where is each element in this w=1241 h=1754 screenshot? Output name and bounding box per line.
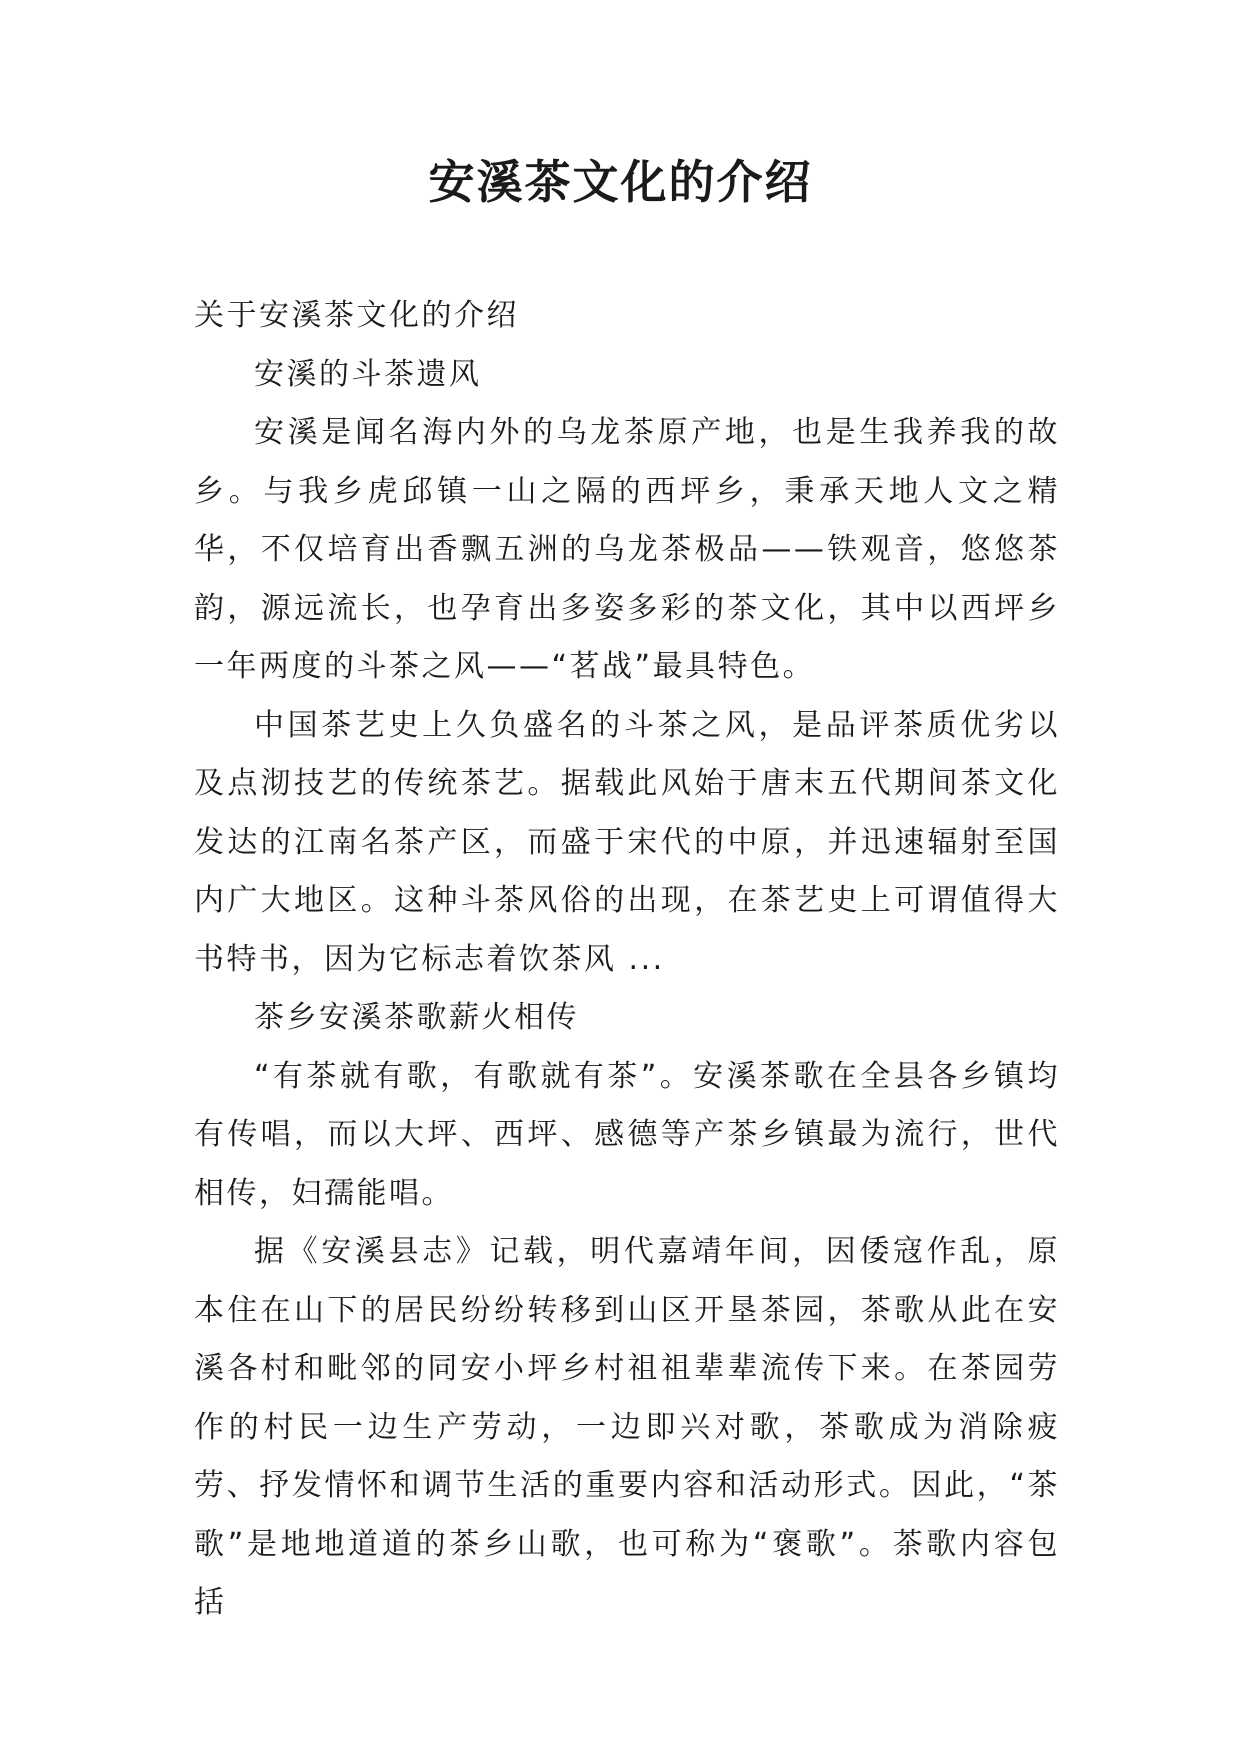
- section-heading-tea-songs: 茶乡安溪茶歌薪火相传: [254, 1000, 579, 1035]
- paragraph: 据《安溪县志》记载，明代嘉靖年间，因倭寇作乱，原本住在山下的居民纷纷转移到山区开垦茶园，茶歌从此在安溪各村和毗邻的同安小坪乡村祖祖辈辈流传下来。在茶园劳作的村民一边生产劳动，一边即兴对歌，茶歌成为消除疲劳、抒发情怀和调节生活的重要内容和活动形式。因此，“茶歌”是地地道道的茶乡山歌，也可称为“褒歌”。茶歌内容包括: [194, 1234, 1060, 1620]
- paragraph: “有茶就有歌，有歌就有茶”。安溪茶歌在全县各乡镇均有传唱，而以大坪、西坪、感德等产茶乡镇最为流行，世代相传，妇孺能唱。: [194, 1058, 1060, 1211]
- paragraph-subtitle: 关于安溪茶文化的介绍: [194, 298, 519, 333]
- document-title: 安溪茶文化的介绍: [428, 155, 813, 209]
- section-heading-tea-contest: 安溪的斗茶遗风: [254, 356, 482, 392]
- paragraph: 中国茶艺史上久负盛名的斗茶之风，是品评茶质优劣以及点沏技艺的传统茶艺。据载此风始于唐末五代期间茶文化发达的江南名茶产区，而盛于宋代的中原，并迅速辐射至国内广大地区。这种斗茶风俗的出现，在茶艺史上可谓值得大书特书，因为它标志着饮茶风 ...: [194, 707, 1060, 977]
- document-body: [194, 287, 1060, 1633]
- paragraph: 安溪是闻名海内外的乌龙茶原产地，也是生我养我的故乡。与我乡虎邱镇一山之隔的西坪乡，秉承天地人文之精华，不仅培育出香飘五洲的乌龙茶极品——铁观音，悠悠茶韵，源远流长，也孕育出多姿多彩的茶文化，其中以西坪乡一年两度的斗茶之风——“茗战”最具特色。: [194, 415, 1060, 684]
